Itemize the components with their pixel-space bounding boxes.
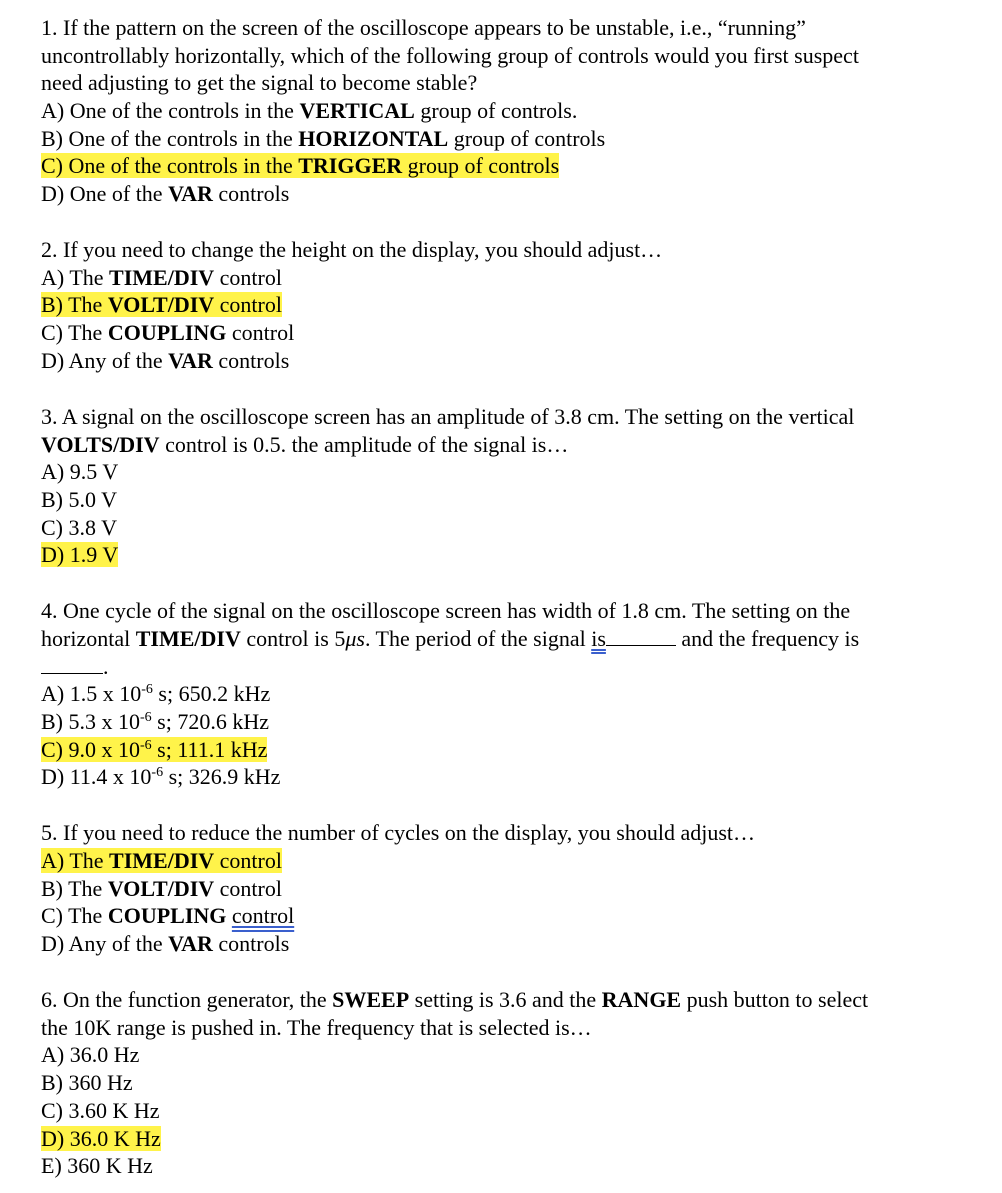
q3-option-d-correct [41, 541, 961, 569]
q4-stem-line-3: . [41, 653, 961, 681]
q6-stem-line-2: the 10K range is pushed in. The frequency that is selected is… [41, 1014, 592, 1040]
q6-option-b: B) 360 Hz [41, 1070, 133, 1096]
q6-option-c: C) 3.60 K Hz [41, 1097, 160, 1123]
q1-option-a: A) One of the controls in the VERTICAL group of controls. [41, 98, 578, 124]
answer-highlight: C) 9.0 x $10^{-6}$ s; 111.1 kHz [41, 736, 268, 762]
q4-option-b: B) 5.3 x $10^{-6}$ s; 720.6 kHz [41, 709, 269, 735]
q5-option-b: B) The VOLT/DIV control [41, 875, 282, 901]
q2-option-d: D) Any of the VAR controls [41, 347, 290, 373]
question-5 [41, 819, 961, 957]
q4-stem-line-1: 4. One cycle of the signal on the oscilloscope screen has width of 1.8 cm. The setting on the [41, 598, 851, 624]
q3-option-a: A) 9.5 V [41, 459, 119, 485]
answer-highlight: D) 36.0 K Hz [41, 1125, 161, 1151]
question-4 [41, 597, 961, 791]
q1-stem-line-2: uncontrollably horizontally, which of the following group of controls would you first suspect [41, 42, 859, 68]
q2-option-c: C) The COUPLING control [41, 320, 295, 346]
answer-highlight: A) The TIME/DIV control [41, 848, 282, 874]
q3-stem-line-1: 3. A signal on the oscilloscope screen has an amplitude of 3.8 cm. The setting on the vertical [41, 403, 855, 429]
q4-option-a: A) 1.5 x $10^{-6}$ s; 650.2 kHz [41, 681, 271, 707]
answer-highlight: D) 1.9 V [41, 542, 119, 568]
q1-stem-line-3: need adjusting to get the signal to become stable? [41, 70, 478, 96]
q1-option-d: D) One of the VAR controls [41, 181, 290, 207]
q4-option-c-correct [41, 736, 961, 764]
q3-option-b: B) 5.0 V [41, 486, 117, 512]
q2-option-b-correct [41, 291, 961, 319]
q3-option-c: C) 3.8 V [41, 514, 117, 540]
answer-highlight: C) One of the controls in the TRIGGER group of controls [41, 153, 560, 179]
q4-stem-line-2: horizontal TIME/DIV control is 5μs. The period of the signal is and the frequency is [41, 625, 860, 651]
answer-highlight: B) The VOLT/DIV control [41, 292, 282, 318]
question-2 [41, 236, 961, 374]
question-3 [41, 403, 961, 569]
q3-stem-line-2: VOLTS/DIV control is 0.5. the amplitude of the signal is… [41, 431, 569, 457]
q2-option-a: A) The TIME/DIV control [41, 264, 282, 290]
q1-option-b: B) One of the controls in the HORIZONTAL group of controls [41, 125, 606, 151]
q6-option-a: A) 36.0 Hz [41, 1042, 140, 1068]
q5-option-c: C) The COUPLING control [41, 903, 295, 929]
period-blank [606, 631, 676, 646]
q5-option-d: D) Any of the VAR controls [41, 931, 290, 957]
question-6 [41, 986, 961, 1180]
q1-option-c-correct [41, 152, 961, 180]
is-word-underlined: is [591, 625, 606, 651]
q6-option-d-correct [41, 1125, 961, 1153]
q2-stem-line-1: 2. If you need to change the height on the display, you should adjust… [41, 237, 663, 263]
question-1 [41, 14, 961, 208]
q5-option-a-correct [41, 847, 961, 875]
q6-option-e: E) 360 K Hz [41, 1153, 153, 1179]
q1-stem-line-1: 1. If the pattern on the screen of the oscilloscope appears to be unstable, i.e., “running” [41, 15, 806, 40]
q6-stem-line-1: 6. On the function generator, the SWEEP setting is 3.6 and the RANGE push button to select [41, 987, 869, 1013]
control-word-underlined: control [231, 903, 295, 929]
frequency-blank [41, 659, 103, 674]
q4-option-d: D) 11.4 x $10^{-6}$ s; 326.9 kHz [41, 764, 281, 790]
q5-stem-line-1: 5. If you need to reduce the number of cycles on the display, you should adjust… [41, 820, 756, 846]
